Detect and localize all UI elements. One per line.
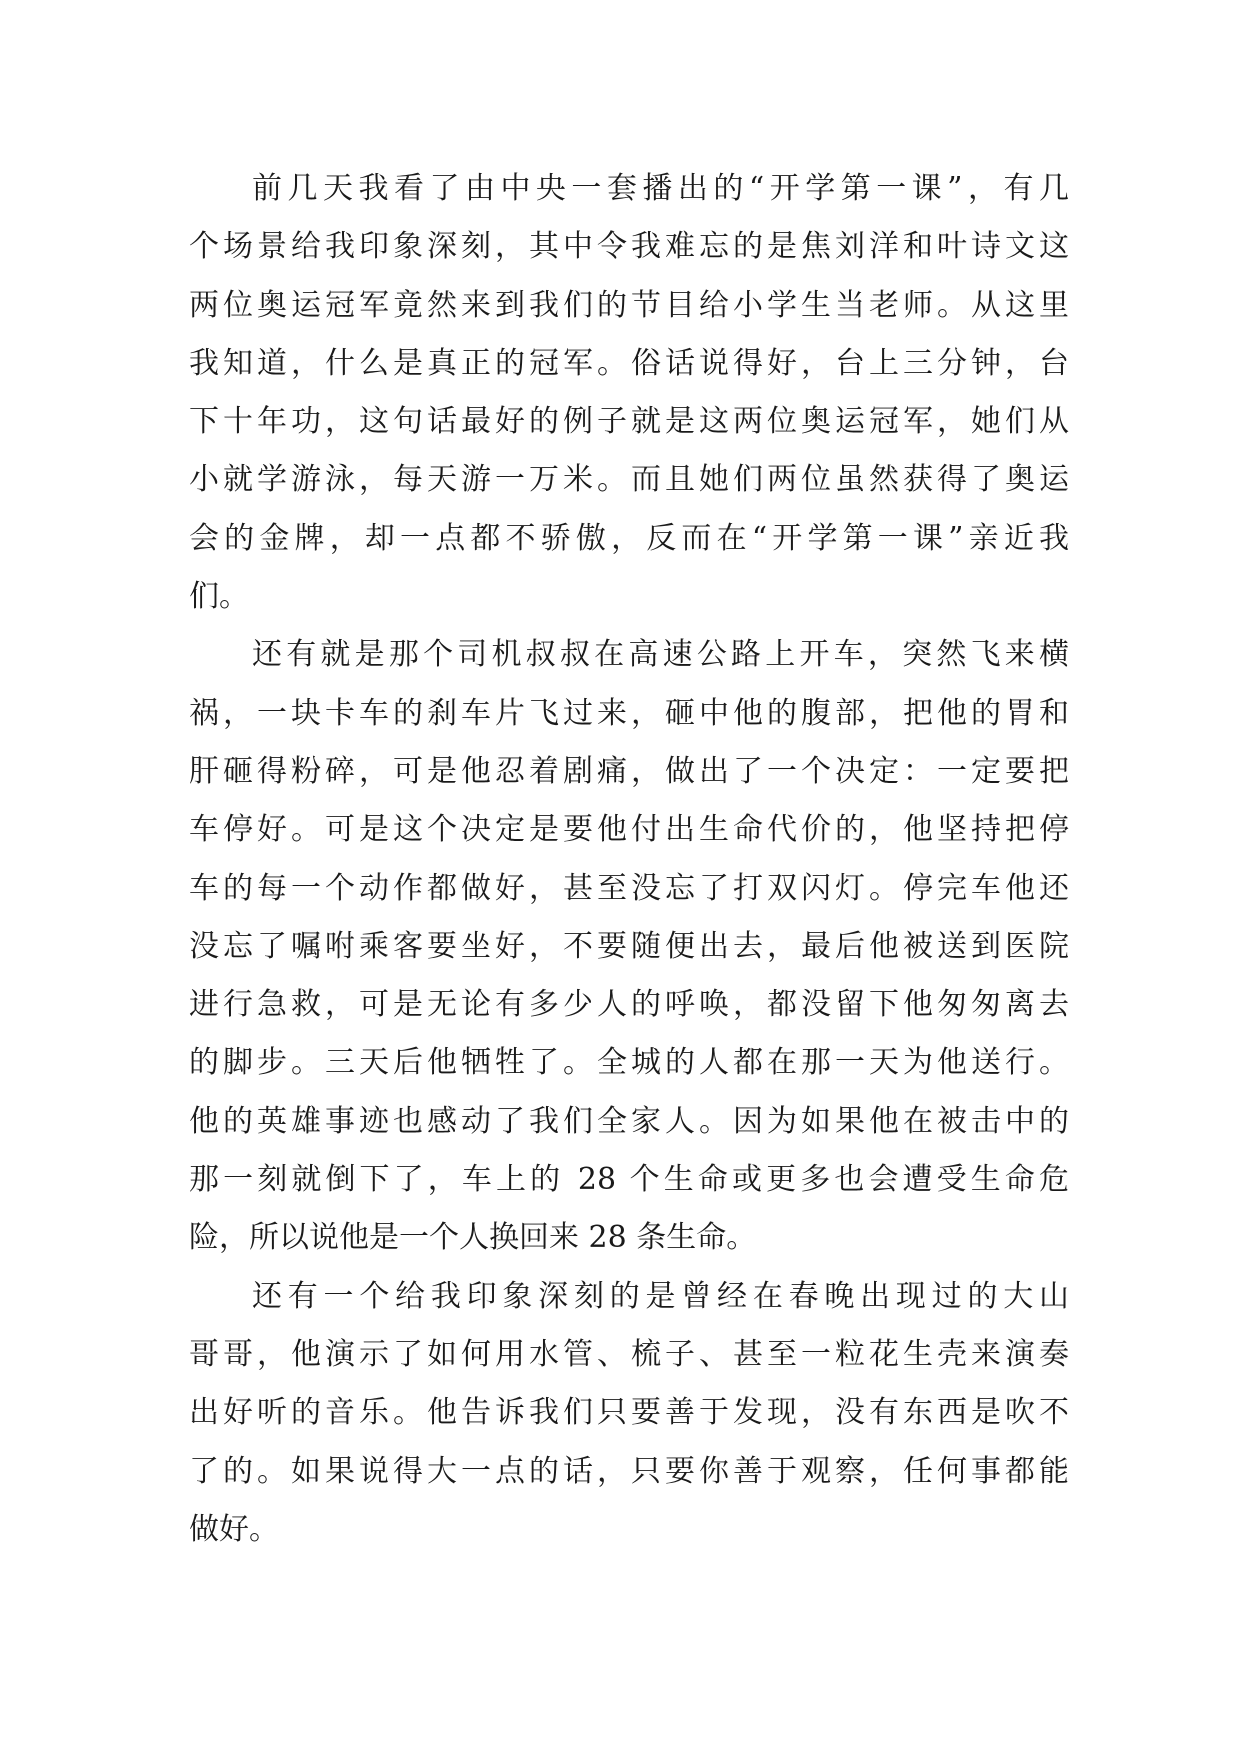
text-line: 哥哥，他演示了如何用水管、梳子、甚至一粒花生壳来演奏 xyxy=(189,1336,1069,1372)
text-line: 没忘了嘱咐乘客要坐好，不要随便出去，最后他被送到医院 xyxy=(189,928,1069,964)
text-line: 会的金牌，却一点都不骄傲，反而在“开学第一课”亲近我 xyxy=(189,520,1069,556)
text-line: 做好。 xyxy=(189,1511,279,1547)
document-body xyxy=(189,160,1069,1559)
text-line: 还有一个给我印象深刻的是曾经在春晚出现过的大山 xyxy=(252,1278,1069,1314)
text-line: 祸，一块卡车的刹车片飞过来，砸中他的腹部，把他的胃和 xyxy=(189,695,1069,731)
text-line: 车停好。可是这个决定是要他付出生命代价的，他坚持把停 xyxy=(189,812,1069,848)
paragraph xyxy=(189,1268,1069,1559)
text-line: 进行急救，可是无论有多少人的呼唤，都没留下他匆匆离去 xyxy=(189,987,1069,1023)
text-line: 肝砸得粉碎，可是他忍着剧痛，做出了一个决定：一定要把 xyxy=(189,753,1069,789)
text-line: 下十年功，这句话最好的例子就是这两位奥运冠军，她们从 xyxy=(189,404,1069,440)
text-line: 前几天我看了由中央一套播出的“开学第一课”，有几 xyxy=(252,171,1069,206)
text-line: 那一刻就倒下了，车上的 28 个生命或更多也会遭受生命危 xyxy=(189,1162,1069,1198)
text-line: 还有就是那个司机叔叔在高速公路上开车，突然飞来横 xyxy=(252,637,1069,673)
text-line: 车的每一个动作都做好，甚至没忘了打双闪灯。停完车他还 xyxy=(189,870,1069,906)
text-line: 两位奥运冠军竟然来到我们的节目给小学生当老师。从这里 xyxy=(189,287,1069,323)
paragraph xyxy=(189,626,1069,1267)
text-line: 个场景给我印象深刻，其中令我难忘的是焦刘洋和叶诗文这 xyxy=(189,229,1069,265)
paragraph xyxy=(189,160,1069,626)
text-line: 们。 xyxy=(189,579,249,615)
text-line: 我知道，什么是真正的冠军。俗话说得好，台上三分钟，台 xyxy=(189,345,1069,381)
text-line: 他的英雄事迹也感动了我们全家人。因为如果他在被击中的 xyxy=(189,1103,1069,1139)
text-line: 了的。如果说得大一点的话，只要你善于观察，任何事都能 xyxy=(189,1453,1069,1489)
text-line: 小就学游泳，每天游一万米。而且她们两位虽然获得了奥运 xyxy=(189,462,1069,498)
text-line: 出好听的音乐。他告诉我们只要善于发现，没有东西是吹不 xyxy=(189,1395,1069,1431)
text-line: 的脚步。三天后他牺牲了。全城的人都在那一天为他送行。 xyxy=(189,1045,1069,1081)
text-line: 险，所以说他是一个人换回来 28 条生命。 xyxy=(189,1220,757,1256)
